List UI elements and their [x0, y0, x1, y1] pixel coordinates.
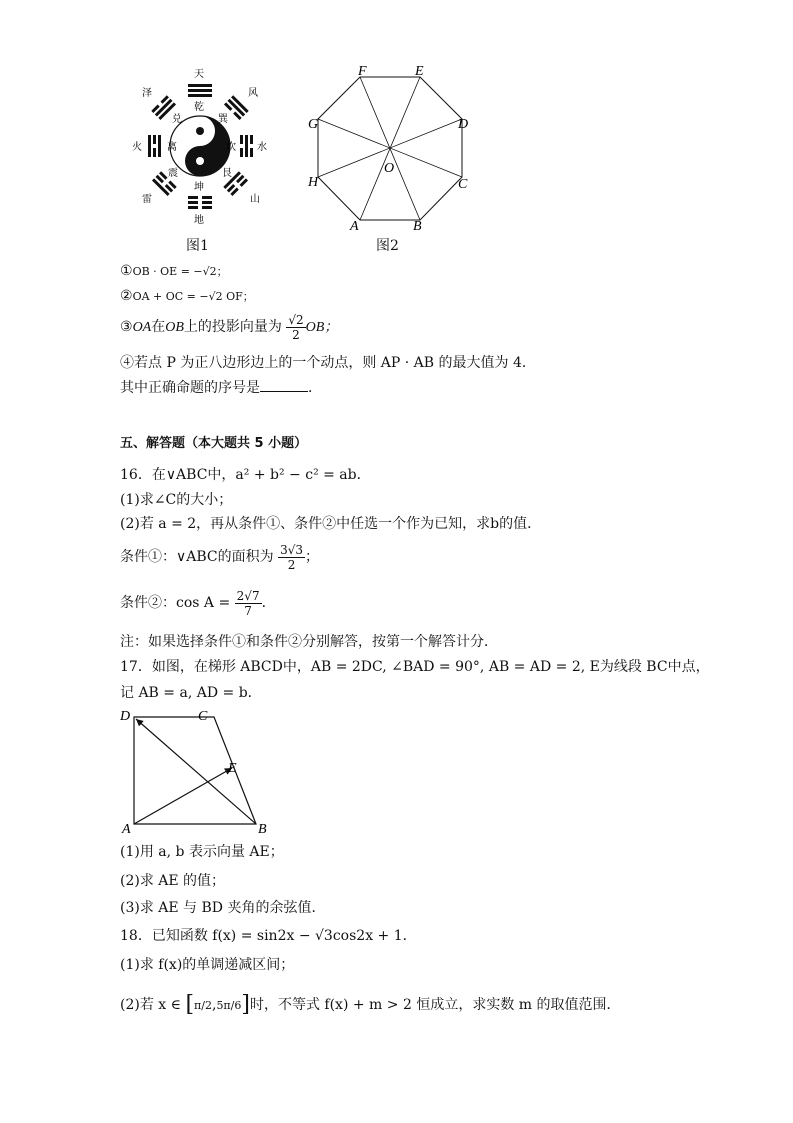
label-octagon-O: O	[384, 161, 395, 176]
interval-bracket-left: [	[185, 992, 195, 1017]
q18-stem: 18．已知函数 f(x) = sin2x − √3cos2x + 1．	[120, 928, 417, 944]
label-kun: 坤	[194, 182, 204, 193]
q16-condition2: 条件②：cos A = $\frac{2√7}{7}$ ．	[120, 588, 276, 618]
trigram-qian-icon	[188, 84, 212, 97]
fraction-2sqrt7-over-7: $\frac{2√7}{7}$	[236, 588, 260, 618]
label-feng: 风	[248, 88, 258, 99]
q15-item2: ②OA + OC = −√2 OF；	[120, 288, 254, 304]
figure1-bagua	[130, 60, 290, 232]
section5-heading: 五、解答题（本大题共 5 小题）	[120, 436, 308, 451]
figure1-caption: 图1	[186, 238, 209, 254]
label-zhen: 震	[168, 168, 178, 179]
q15-item3: ③OA在OB上的投影向量为 $\frac{√2}{2}$ OB；	[120, 312, 339, 342]
trigram-kan-icon	[240, 135, 253, 157]
label-dui: 兑	[172, 114, 182, 125]
label-trap-C: C	[198, 709, 208, 724]
figure2-octagon	[300, 62, 480, 234]
q16-note: 注：如果选择条件①和条件②分别解答，按第一个解答计分．	[120, 634, 498, 650]
trigram-li-icon	[148, 135, 161, 157]
q17-part1: (1)用 a, b 表示向量 AE；	[120, 844, 284, 860]
q15-item4: ④若点 P 为正八边形边上的一个动点，则 AP · AB 的最大值为 4．	[120, 355, 536, 371]
q16-part1: (1)求∠C的大小；	[120, 492, 233, 508]
label-xun: 巽	[218, 114, 228, 125]
q17-stem: 17．如图，在梯形 ABCD中，AB = 2DC, ∠BAD = 90°, AB = AD = 2, E为线段 BC中点，	[120, 659, 710, 675]
q18-part1: (1)求 f(x)的单调递减区间；	[120, 957, 295, 973]
label-octagon-D: D	[458, 117, 469, 132]
label-shui: 水	[257, 142, 267, 153]
label-octagon-E: E	[415, 64, 424, 79]
label-trap-E: E	[228, 761, 237, 776]
label-octagon-B: B	[413, 219, 422, 234]
label-trap-A: A	[122, 822, 131, 836]
fraction-sqrt2-over-2: $\frac{√2}{2}$	[288, 312, 304, 342]
label-octagon-C: C	[458, 177, 468, 192]
label-qian: 乾	[194, 102, 204, 113]
label-lei: 雷	[142, 194, 152, 205]
q16-condition1: 条件①：∨ABC的面积为 $\frac{3√3}{2}$ ；	[120, 542, 319, 572]
q15-item1: ①OB · OE = −√2；	[120, 263, 228, 279]
label-gen: 艮	[222, 168, 232, 179]
q17-stem2: 记 AB = a, AD = b．	[120, 685, 262, 701]
label-li: 离	[167, 142, 177, 153]
yin-yang-icon	[170, 116, 230, 176]
label-trap-D: D	[120, 709, 131, 724]
label-octagon-A: A	[350, 219, 359, 234]
label-kan: 坎	[226, 142, 236, 153]
figure2-caption: 图2	[376, 238, 399, 254]
q15-conclusion: 其中正确命题的序号是 ．	[120, 380, 322, 396]
label-di: 地	[194, 215, 204, 226]
q17-trapezoid-figure	[118, 706, 278, 836]
q16-part2: (2)若 a = 2，再从条件①、条件②中任选一个作为已知，求b的值．	[120, 516, 542, 532]
interval-bracket-right: ]	[241, 992, 250, 1017]
label-ze: 泽	[142, 88, 152, 99]
label-octagon-H: H	[308, 175, 319, 190]
q16-stem: 16．在∨ABC中，a² + b² − c² = ab．	[120, 467, 371, 483]
label-octagon-G: G	[308, 117, 319, 132]
q17-part2: (2)求 AE 的值；	[120, 873, 226, 889]
label-octagon-F: F	[358, 64, 367, 79]
trigram-kun-icon	[188, 196, 212, 209]
fraction-3sqrt3-over-2: $\frac{3√3}{2}$	[280, 542, 303, 572]
label-huo: 火	[132, 142, 142, 153]
q17-part3: (3)求 AE 与 BD 夹角的余弦值．	[120, 900, 326, 916]
answer-blank[interactable]	[260, 379, 308, 392]
label-shan: 山	[250, 194, 260, 205]
label-tian: 天	[194, 69, 204, 80]
label-trap-B: B	[258, 822, 267, 836]
q18-part2: (2)若 x ∈ [π/2,5π/6]时，不等式 f(x) + m > 2 恒成立，求实数 m 的取值范围．	[120, 992, 621, 1017]
